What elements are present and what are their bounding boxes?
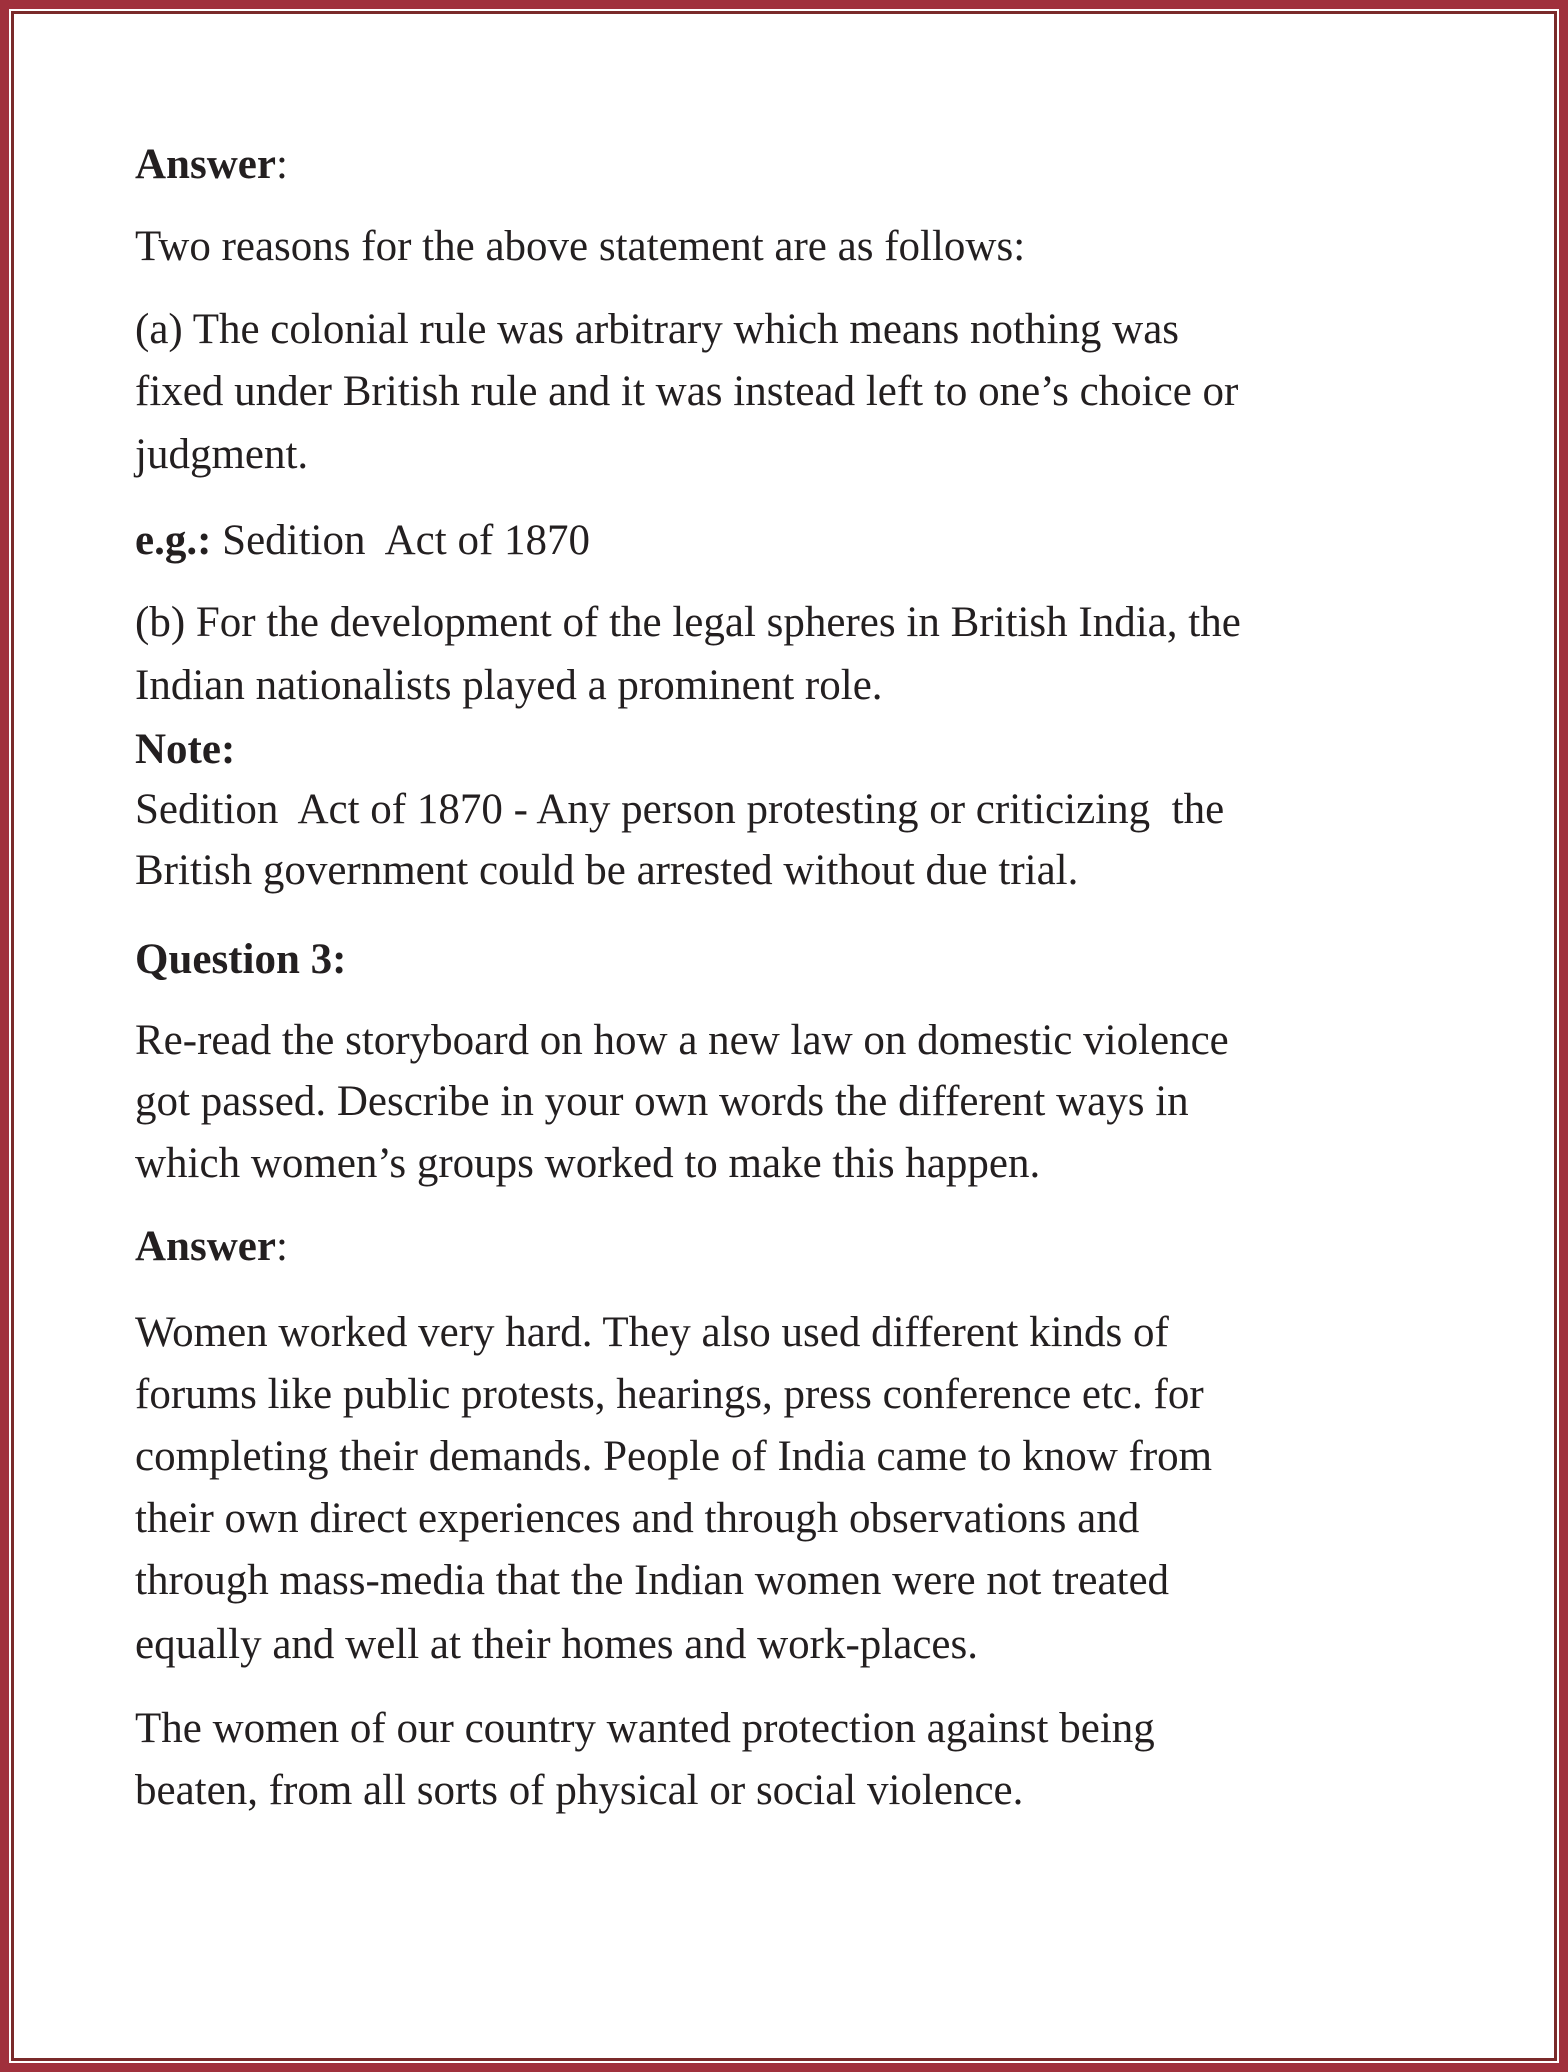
- intro-text: Two reasons for the above statement are as follows:: [135, 223, 1026, 270]
- question-line: got passed. Describe in your own words the different ways in: [135, 1078, 1189, 1125]
- question-line: Re-read the storyboard on how a new law on domestic violence: [135, 1017, 1229, 1064]
- question-heading: Question 3:: [135, 936, 347, 983]
- note-line: Sedition Act of 1870 - Any person protesting or criticizing the: [135, 786, 1225, 833]
- answer-para-line: The women of our country wanted protection against being: [135, 1705, 1155, 1752]
- point-b-line: Indian nationalists played a prominent role.: [135, 662, 883, 709]
- answer-para-line: through mass-media that the Indian women were not treated: [135, 1557, 1170, 1604]
- point-a-line: fixed under British rule and it was instead left to one’s choice or: [135, 368, 1239, 415]
- answer-para-line: Women worked very hard. They also used different kinds of: [135, 1309, 1169, 1356]
- example-line: e.g.: Sedition Act of 1870: [135, 517, 591, 564]
- answer-para-line: beaten, from all sorts of physical or social violence.: [135, 1767, 1024, 1814]
- answer-para-line: equally and well at their homes and work-places.: [135, 1621, 978, 1668]
- answer-para-line: completing their demands. People of India came to know from: [135, 1433, 1213, 1480]
- answer-para-line: forums like public protests, hearings, press conference etc. for: [135, 1371, 1204, 1418]
- point-b-line: (b) For the development of the legal spheres in British India, the: [135, 599, 1241, 646]
- answer-heading: Answer:: [135, 141, 288, 188]
- point-a-line: judgment.: [135, 431, 309, 478]
- question-line: which women’s groups worked to make this happen.: [135, 1140, 1041, 1187]
- answer-heading: Answer:: [135, 1223, 288, 1270]
- note-line: British government could be arrested without due trial.: [135, 847, 1079, 894]
- answer-para-line: their own direct experiences and through observations and: [135, 1495, 1140, 1542]
- note-heading: Note:: [135, 726, 236, 773]
- point-a-line: (a) The colonial rule was arbitrary which means nothing was: [135, 306, 1180, 353]
